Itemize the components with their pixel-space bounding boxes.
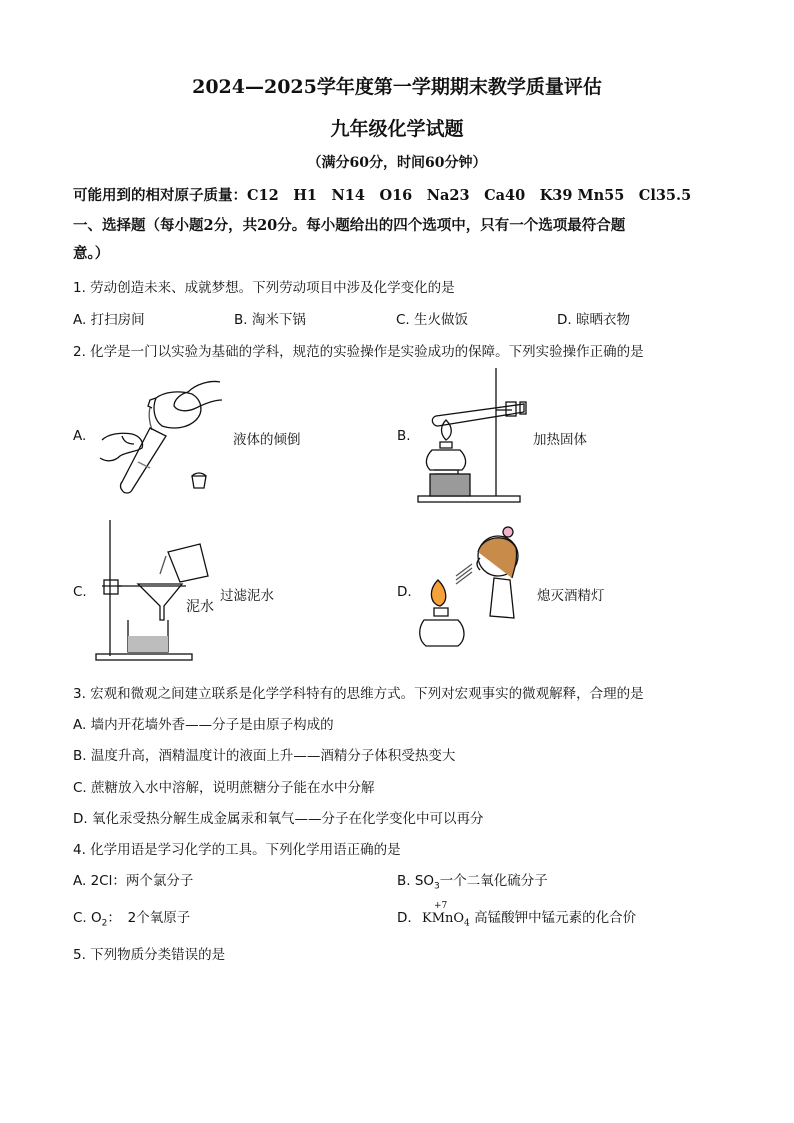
kmno4-formula bbox=[421, 901, 470, 929]
q3-option-a: A. 墙内开花墙外香——分子是由原子构成的 bbox=[73, 717, 334, 733]
q2-caption-c: 过滤泥水 bbox=[220, 588, 274, 604]
q4-b-suffix: 一个二氧化硫分子 bbox=[439, 873, 548, 889]
q4-c-suffix: ： 2个氧原子 bbox=[107, 910, 191, 926]
question-2-stem: 2. 化学是一门以实验为基础的学科，规范的实验操作是实验成功的保障。下列实验操作正确的是 bbox=[73, 344, 644, 360]
q4-b-prefix: B. SO bbox=[397, 873, 435, 889]
q2-caption-b: 加热固体 bbox=[533, 432, 587, 448]
q4-d-suffix: 高锰酸钾中锰元素的化合价 bbox=[469, 910, 637, 926]
q3-option-b: B. 温度升高，酒精温度计的液面上升——酒精分子体积受热变大 bbox=[73, 748, 456, 764]
question-5-stem: 5. 下列物质分类错误的是 bbox=[73, 947, 226, 963]
section-heading-cont: 意。） bbox=[73, 245, 110, 262]
q4-c-prefix: C. O bbox=[73, 910, 102, 926]
q3-option-c: C. 蔗糖放入水中溶解，说明蔗糖分子能在水中分解 bbox=[73, 780, 375, 796]
q4-option-b bbox=[397, 869, 548, 892]
kmno4-subscript: 4 bbox=[464, 918, 470, 929]
atomic-mass-line: 可能用到的相对原子质量：C12 H1 N14 O16 Na23 Ca40 K39 Mn55 Cl35.5 bbox=[73, 187, 692, 204]
q2-letter-d: D. bbox=[397, 584, 412, 600]
q2-caption-a: 液体的倾倒 bbox=[233, 432, 301, 448]
q2-letter-a: A. bbox=[73, 428, 87, 444]
section-heading: 一、选择题（每小题2分，共20分。每小题给出的四个选项中，只有一个选项最符合题 bbox=[73, 217, 626, 234]
kmno4-main: KMnO bbox=[421, 911, 465, 926]
q4-b-subscript: 3 bbox=[434, 881, 440, 892]
q4-option-a: A. 2Cl：两个氯分子 bbox=[73, 873, 194, 889]
oxidation-state: +7 bbox=[433, 901, 448, 911]
q4-c-subscript: 2 bbox=[101, 918, 108, 929]
heating-solid-figure bbox=[416, 364, 538, 506]
mud-water-label: 泥水 bbox=[186, 599, 214, 615]
q4-option-c bbox=[73, 906, 190, 929]
q1-option-d: D. 晾晒衣物 bbox=[557, 312, 630, 328]
q2-letter-b: B. bbox=[397, 428, 411, 444]
q3-option-d: D. 氧化汞受热分解生成金属汞和氧气——分子在化学变化中可以再分 bbox=[73, 811, 484, 827]
liquid-pouring-figure bbox=[92, 372, 232, 494]
exam-note: （满分60分，时间60分钟） bbox=[307, 155, 487, 171]
q1-option-b: B. 淘米下锅 bbox=[234, 312, 306, 328]
q4-option-d bbox=[397, 901, 637, 929]
question-3-stem: 3. 宏观和微观之间建立联系是化学学科特有的思维方式。下列对宏观事实的微观解释，合理的是 bbox=[73, 686, 644, 702]
q2-letter-c: C. bbox=[73, 584, 87, 600]
q2-caption-d: 熄灭酒精灯 bbox=[537, 588, 605, 604]
exam-subtitle: 九年级化学试题 bbox=[330, 118, 464, 140]
q1-option-c: C. 生火做饭 bbox=[396, 312, 469, 328]
filtration-figure bbox=[92, 516, 222, 662]
extinguishing-lamp-figure bbox=[418, 526, 536, 654]
question-1-stem: 1. 劳动创造未来、成就梦想。下列劳动项目中涉及化学变化的是 bbox=[73, 280, 455, 296]
q4-d-letter: D. bbox=[397, 910, 412, 926]
q1-option-a: A. 打扫房间 bbox=[73, 312, 145, 328]
exam-title: 2024—2025学年度第一学期期末教学质量评估 bbox=[192, 76, 602, 98]
question-4-stem: 4. 化学用语是学习化学的工具。下列化学用语正确的是 bbox=[73, 842, 401, 858]
